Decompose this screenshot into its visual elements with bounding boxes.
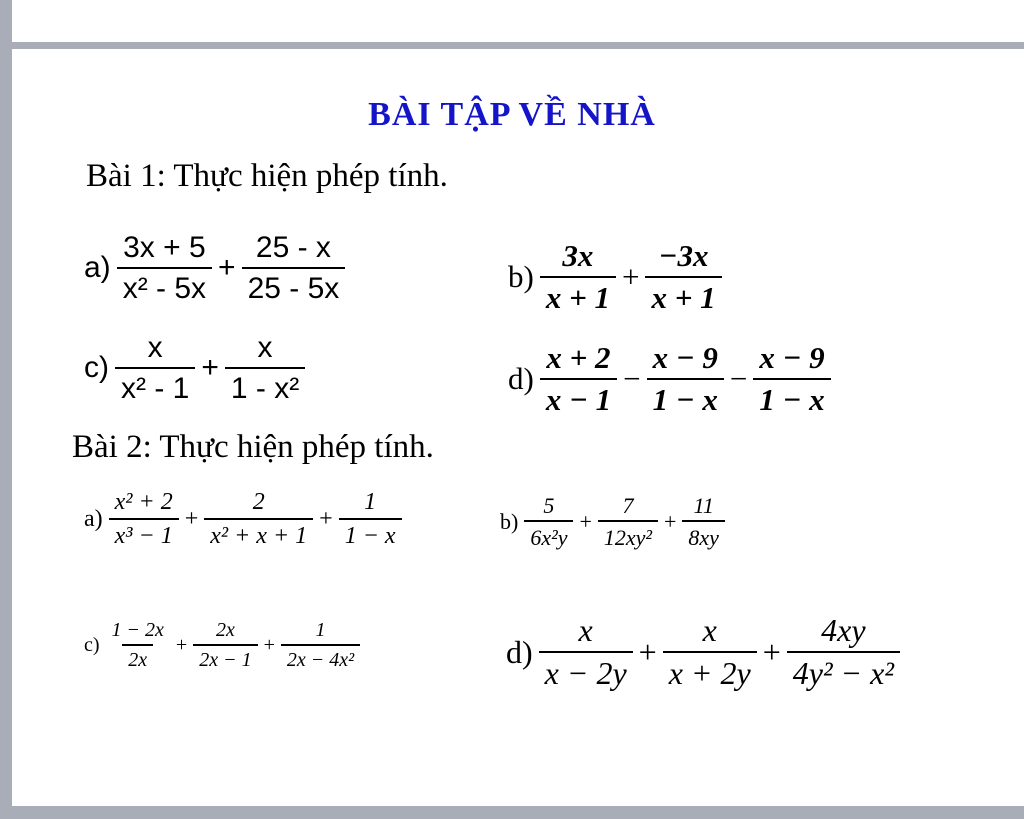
denominator: 8xy [682,520,725,549]
denominator: 1 − x [339,518,402,549]
bai2-item-b [500,494,727,549]
numerator: 1 − 2x [111,619,164,641]
item-label: a) [84,506,103,533]
fraction [106,620,170,671]
fraction [663,614,757,690]
denominator: x − 2y [539,651,633,691]
numerator: 4xy [821,612,866,648]
numerator: x [147,331,163,364]
bai2-heading: Bài 2: Thực hiện phép tính. [72,429,434,465]
operator: + [579,508,592,534]
numerator: 2 [252,489,265,515]
numerator: x + 2 [546,340,611,375]
bai2-item-d [506,614,902,690]
operator: + [263,634,275,656]
bai1-item-d [508,342,833,416]
numerator: 2x [215,619,235,641]
fraction [109,490,179,549]
denominator: 4y² − x² [787,651,900,691]
denominator: 2x − 4x² [281,644,360,671]
denominator: x² + x + 1 [204,518,313,549]
bai1-heading: Bài 1: Thực hiện phép tính. [86,158,448,194]
operator: + [218,251,236,284]
fraction [193,620,257,671]
numerator: 3x [562,238,594,273]
denominator: x − 1 [540,378,617,417]
denominator: x + 1 [540,276,616,315]
item-label: d) [508,361,534,397]
denominator: 1 - x² [225,367,305,405]
denominator: x + 2y [663,651,757,691]
operator: + [664,508,677,534]
denominator: x² - 5x [117,267,212,305]
numerator: 7 [622,493,634,518]
fraction [787,614,900,690]
bai2-item-c [84,620,362,671]
fraction [539,614,633,690]
denominator: 2x − 1 [193,644,257,671]
operator: + [184,506,199,533]
numerator: 3x + 5 [123,231,206,264]
numerator: −3x [658,238,709,273]
operator: + [319,506,333,533]
numerator: 5 [543,493,555,518]
denominator: 1 − x [647,378,724,417]
fraction [753,342,830,416]
numerator: x − 9 [652,340,718,375]
numerator: x [257,331,273,364]
page-title: BÀI TẬP VỀ NHÀ [368,96,656,133]
numerator: x − 9 [759,340,825,375]
denominator: x + 1 [645,276,721,315]
numerator: 1 [364,489,377,515]
bai1-item-a [84,232,347,304]
denominator: 1 − x [753,378,830,417]
item-label: a) [84,251,111,284]
fraction [598,494,658,549]
numerator: x [702,612,717,648]
numerator: 11 [693,493,714,518]
fraction [339,490,402,549]
item-label: c) [84,351,109,384]
item-label: b) [508,259,534,295]
operator: + [201,351,219,384]
fraction [117,232,212,304]
fraction [682,494,725,549]
operator: + [638,633,657,670]
numerator: 1 [315,619,326,641]
item-label: c) [84,634,100,656]
denominator: 6x²y [524,520,573,549]
bai1-item-c [84,332,307,404]
numerator: x² + 2 [114,489,173,515]
denominator: 2x [122,644,153,671]
operator: + [622,259,640,295]
numerator: x [578,612,593,648]
fraction [115,332,195,404]
operator: + [762,633,781,670]
item-label: b) [500,508,519,534]
denominator: x³ − 1 [109,518,179,549]
fraction [524,494,573,549]
operator: − [623,361,641,397]
bai2-item-a [84,490,404,549]
numerator: 25 - x [255,231,331,264]
fraction [645,240,721,314]
fraction [647,342,724,416]
top-band [0,0,1024,42]
fraction [540,240,616,314]
denominator: 25 - 5x [242,267,346,305]
fraction [242,232,346,304]
bai1-item-b [508,240,724,314]
denominator: x² - 1 [115,367,195,405]
fraction [225,332,305,404]
operator: − [729,361,748,397]
item-label: d) [506,633,533,670]
fraction [540,342,617,416]
fraction [281,620,360,671]
operator: + [175,634,188,656]
denominator: 12xy² [598,520,658,549]
top-divider [12,42,1024,49]
fraction [204,490,313,549]
